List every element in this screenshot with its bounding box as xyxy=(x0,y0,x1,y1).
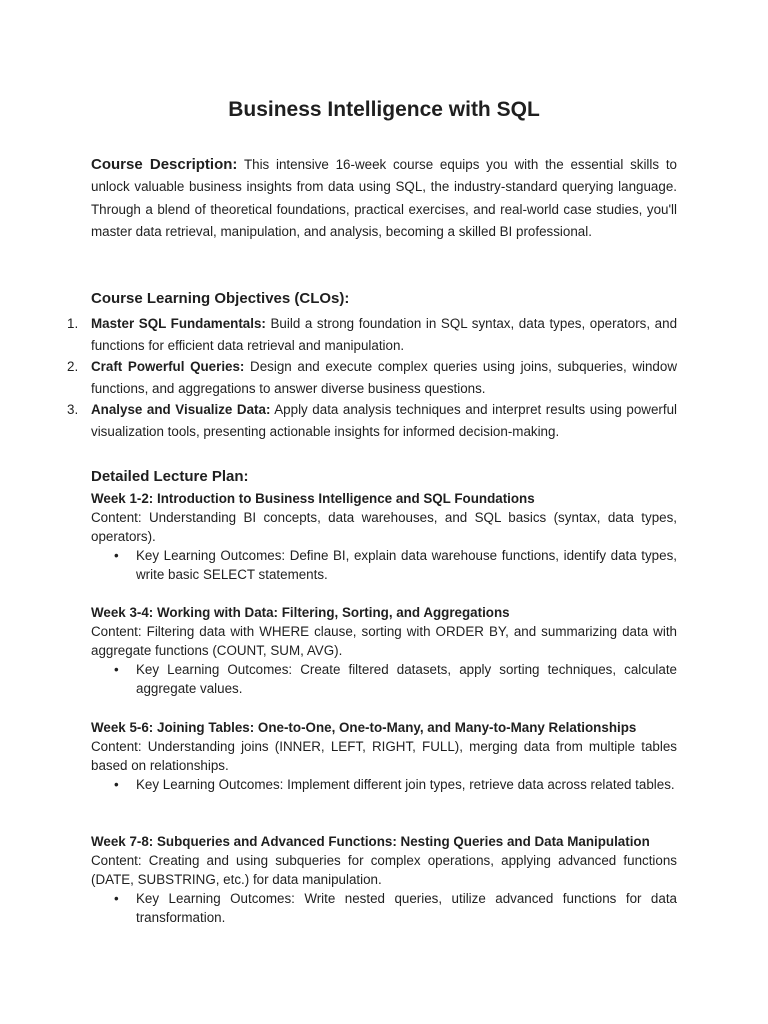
week-title: Week 5-6: Joining Tables: One-to-One, One-to-Many, and Many-to-Many Relationships xyxy=(91,720,637,735)
objectives-heading: Course Learning Objectives (CLOs): xyxy=(91,290,350,307)
list-number: 2. xyxy=(67,359,79,374)
objective-label: Analyse and Visualize Data: xyxy=(91,402,271,417)
outcomes-bullet xyxy=(114,660,677,698)
outcomes-bullet xyxy=(114,775,677,794)
week-title: Week 1-2: Introduction to Business Intelligence and SQL Foundations xyxy=(91,491,535,506)
objective-text: Design and execute complex queries using joins, subqueries, window functions, and aggregations to answer diverse business questions. xyxy=(91,359,678,396)
list-number: 1. xyxy=(67,316,79,331)
course-description-text: This intensive 16-week course equips you with the essential skills to unlock valuable business insights from data using SQL, the industry-standard querying language. Through a blend of theoretical foundations, practical exercises, and real-world case studies, you'll master data retrieval, manipulation, and analysis, becoming a skilled BI professional. xyxy=(91,157,678,239)
week-section xyxy=(91,832,677,927)
objective-text: Apply data analysis techniques and interpret results using powerful visualization tools, presenting actionable insights for informed decision-making. xyxy=(91,402,677,439)
bullet-icon: • xyxy=(114,777,119,792)
bullet-icon: • xyxy=(114,891,119,906)
list-item xyxy=(67,399,677,442)
list-item xyxy=(67,313,678,356)
outcomes-text: Key Learning Outcomes: Define BI, explain data warehouse functions, identify data types, write basic SELECT statements. xyxy=(136,548,677,582)
week-content: Content: Understanding joins (INNER, LEFT, RIGHT, FULL), merging data from multiple tables based on relationships. xyxy=(91,739,677,773)
week-section xyxy=(91,718,677,794)
objectives-list xyxy=(67,313,678,442)
list-item xyxy=(67,356,678,399)
outcomes-bullet xyxy=(114,889,677,927)
objective-label: Master SQL Fundamentals: xyxy=(91,316,266,331)
week-section xyxy=(91,603,677,698)
outcomes-text: Key Learning Outcomes: Implement different join types, retrieve data across related tables. xyxy=(136,777,675,792)
objective-text: Build a strong foundation in SQL syntax, data types, operators, and functions for efficient data retrieval and manipulation. xyxy=(91,316,678,353)
week-content: Content: Creating and using subqueries for complex operations, applying advanced functions (DATE, SUBSTRING, etc.) for data manipulation. xyxy=(91,853,677,887)
week-title: Week 7-8: Subqueries and Advanced Functions: Nesting Queries and Data Manipulation xyxy=(91,834,650,849)
outcomes-text: Key Learning Outcomes: Write nested queries, utilize advanced functions for data transformation. xyxy=(136,891,677,925)
list-number: 3. xyxy=(67,402,79,417)
week-content: Content: Filtering data with WHERE clause, sorting with ORDER BY, and summarizing data with aggregate functions (COUNT, SUM, AVG). xyxy=(91,624,677,658)
course-description-label: Course Description: xyxy=(91,156,238,173)
lecture-plan-heading: Detailed Lecture Plan: xyxy=(91,468,249,485)
document-title: Business Intelligence with SQL xyxy=(228,98,540,121)
bullet-icon: • xyxy=(114,662,119,677)
week-section xyxy=(91,489,677,584)
bullet-icon: • xyxy=(114,548,119,563)
outcomes-text: Key Learning Outcomes: Create filtered datasets, apply sorting techniques, calculate aggregate values. xyxy=(136,662,677,696)
week-title: Week 3-4: Working with Data: Filtering, Sorting, and Aggregations xyxy=(91,605,510,620)
week-content: Content: Understanding BI concepts, data warehouses, and SQL basics (syntax, data types, operators). xyxy=(91,510,677,544)
objective-label: Craft Powerful Queries: xyxy=(91,359,245,374)
outcomes-bullet xyxy=(114,546,677,584)
course-description xyxy=(91,154,677,243)
